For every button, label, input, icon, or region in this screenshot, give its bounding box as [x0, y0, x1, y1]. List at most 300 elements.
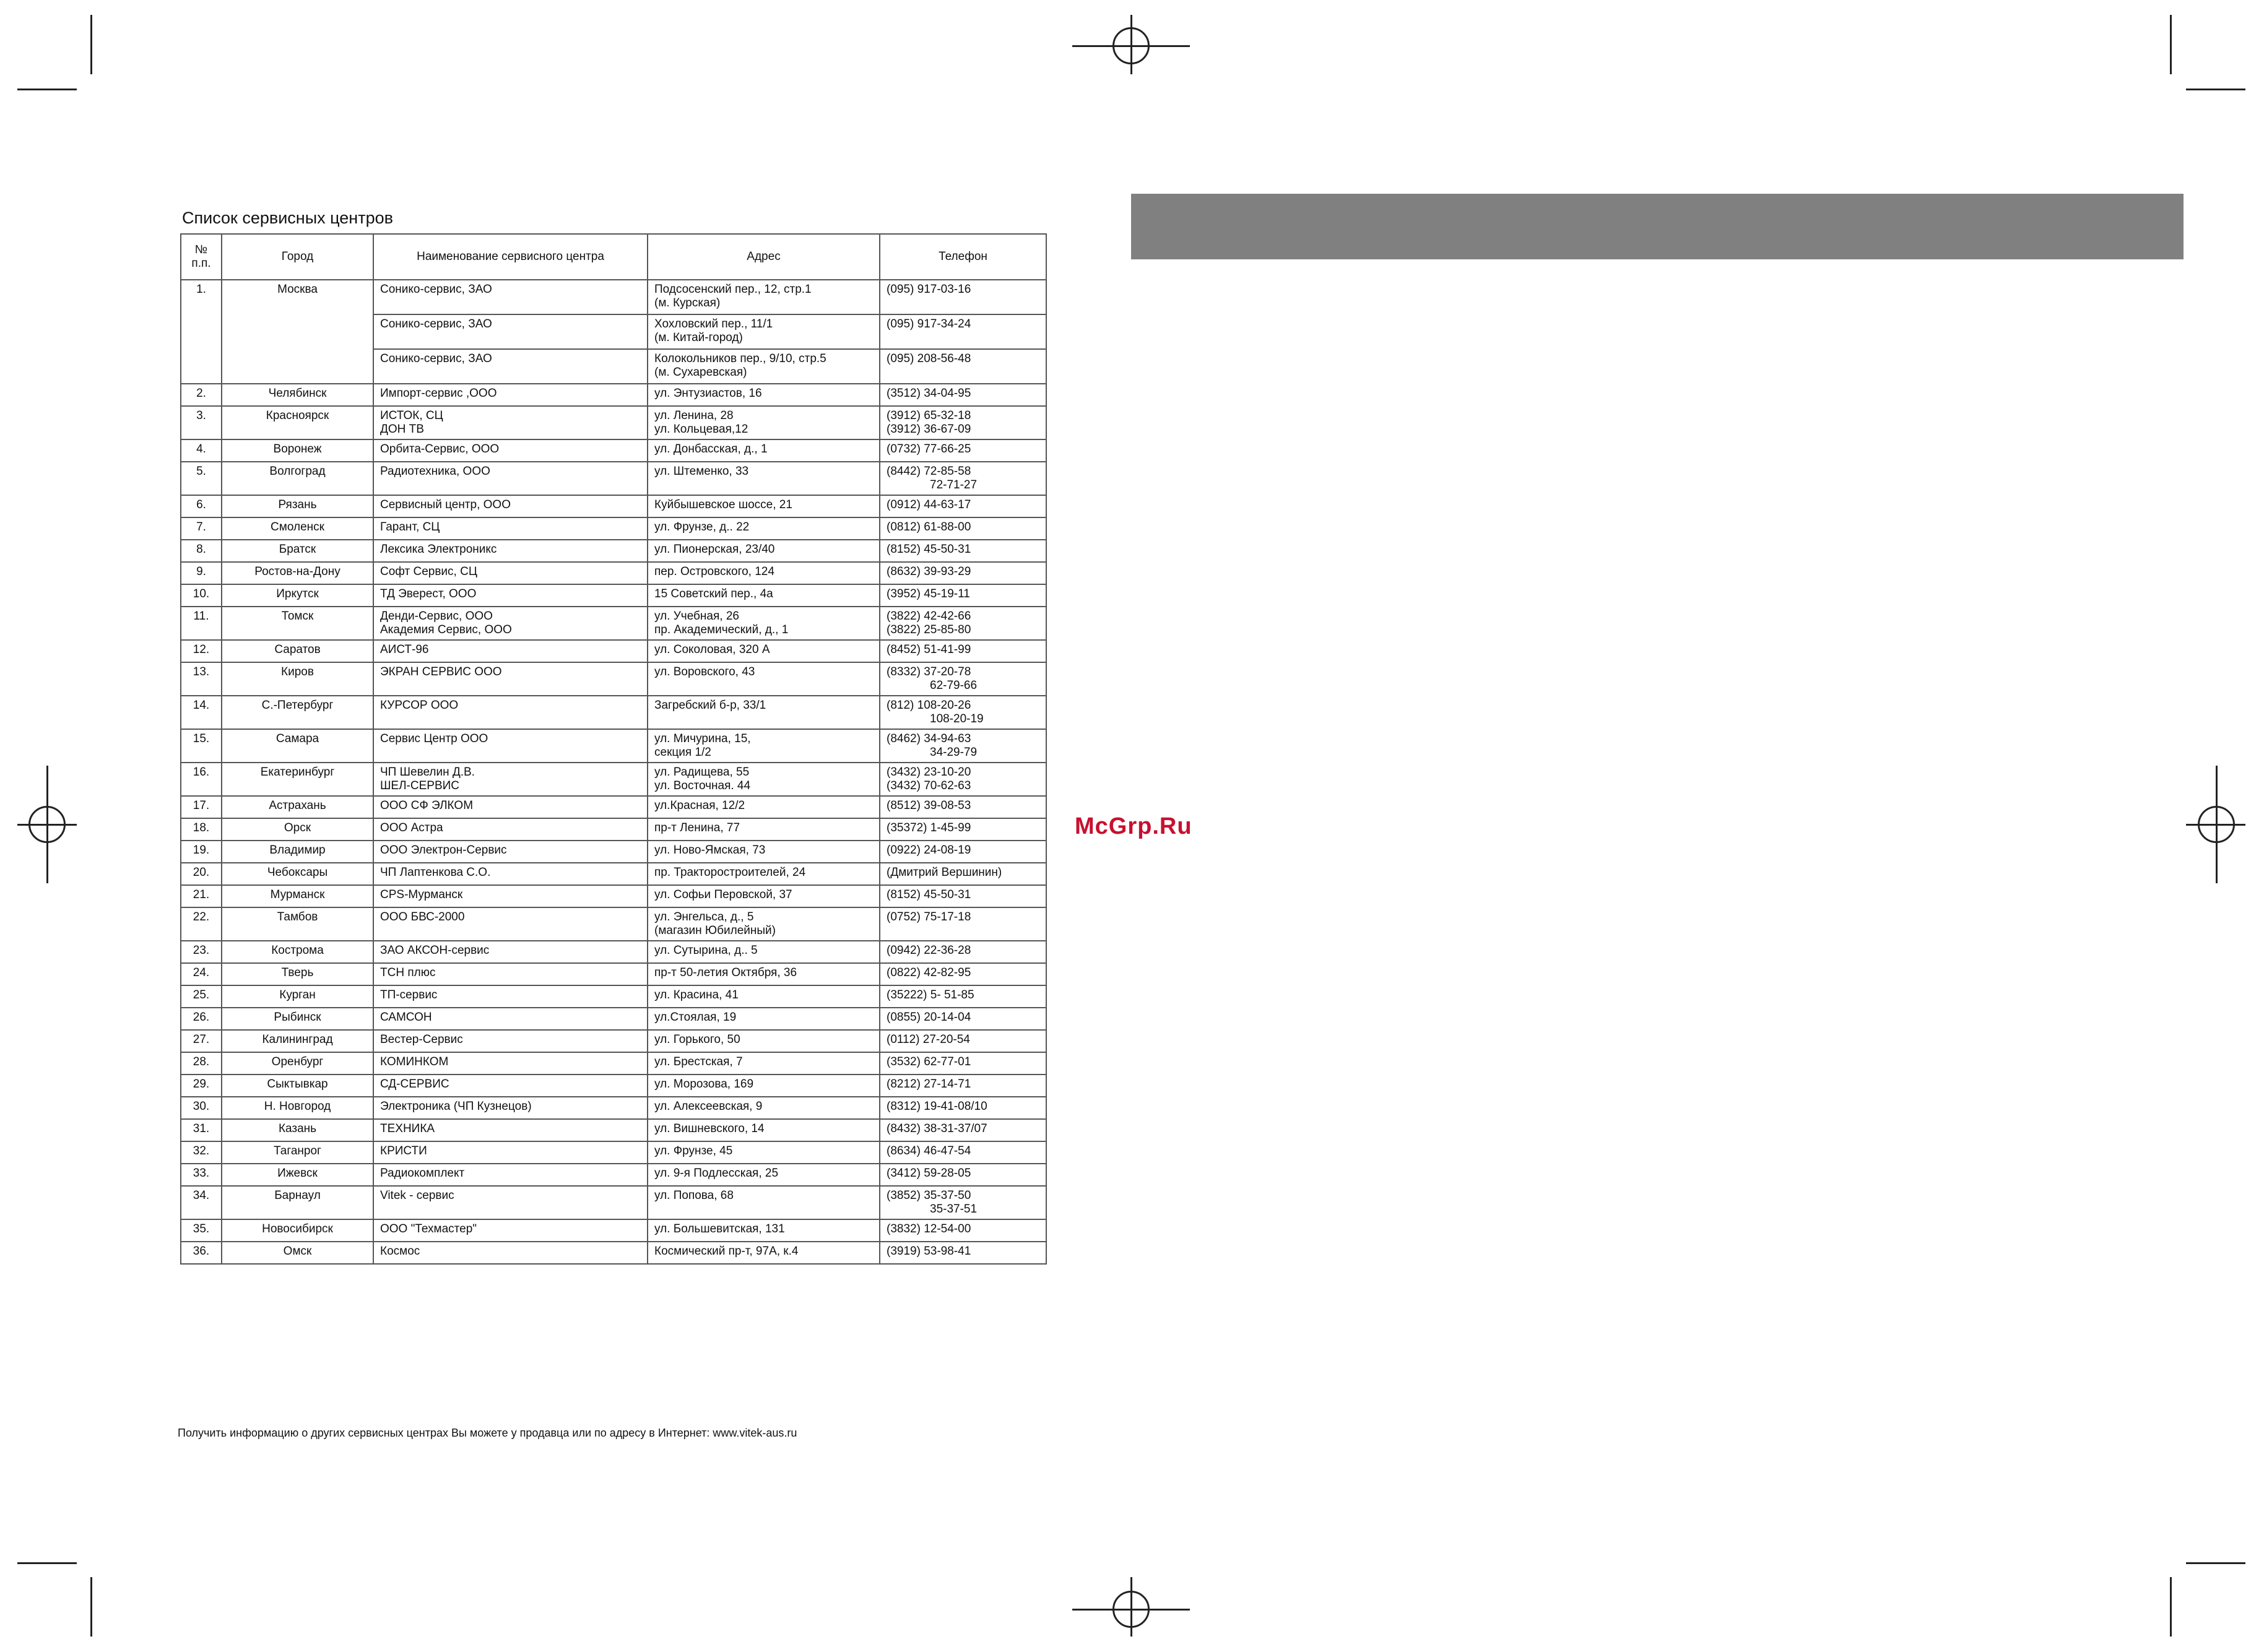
row-phone	[880, 1030, 1046, 1052]
row-city-text: Н. Новгород	[264, 1100, 331, 1113]
table-row	[181, 517, 1046, 540]
row-city-text: Волгоград	[269, 465, 326, 478]
row-city-text: Самара	[275, 732, 319, 745]
row-phone	[880, 1052, 1046, 1075]
row-number-text: 12.	[193, 643, 210, 656]
row-number-text: 11.	[193, 610, 209, 623]
row-address-text: ул. Ленина, 28	[654, 409, 734, 422]
row-name-text: Академия Сервис, ООО	[380, 623, 512, 636]
row-name	[373, 1075, 648, 1097]
row-address-text: ул. Алексеевская, 9	[654, 1100, 763, 1113]
row-number-text: 20.	[193, 866, 210, 879]
row-phone	[880, 562, 1046, 584]
row-address-text: (магазин Юбилейный)	[654, 924, 776, 937]
row-number-text: 6.	[196, 498, 206, 511]
row-number	[181, 818, 222, 841]
row-number	[181, 841, 222, 863]
row-city-text: С.-Петербург	[261, 699, 334, 712]
row-number-text: 31.	[193, 1122, 210, 1135]
footer-note: Получить информацию о других сервисных центрах Вы можете у продавца или по адресу в Интернет: www.vitek-aus.ru	[178, 1427, 797, 1439]
row-phone-text: (8332) 37-20-78	[887, 665, 971, 678]
row-name-text: Гарант, СЦ	[380, 521, 440, 534]
row-address-text: ул. Софьи Перовской, 37	[654, 888, 792, 901]
row-number-text: 33.	[193, 1167, 210, 1180]
row-phone-text: (8634) 46-47-54	[887, 1144, 971, 1157]
row-name-text: Сонико-сервис, ЗАО	[380, 283, 492, 296]
row-city	[222, 763, 373, 796]
row-phone	[880, 1164, 1046, 1186]
row-phone	[880, 1219, 1046, 1242]
row-city-text: Екатеринбург	[260, 766, 335, 779]
row-number-text: 16.	[193, 766, 210, 779]
row-phone-text: (8212) 27-14-71	[887, 1078, 971, 1091]
row-name-text: ИСТОК, СЦ	[380, 409, 443, 422]
row-number-text: 36.	[193, 1245, 210, 1258]
row-city	[222, 640, 373, 662]
row-number	[181, 384, 222, 406]
row-name	[373, 818, 648, 841]
row-phone	[880, 818, 1046, 841]
row-address	[648, 462, 880, 495]
row-phone	[880, 863, 1046, 885]
row-address	[648, 1075, 880, 1097]
row-address	[648, 729, 880, 763]
row-address-text: (м. Курская)	[654, 296, 721, 309]
row-number-text: 21.	[193, 888, 210, 901]
row-city-text: Челябинск	[268, 387, 327, 400]
row-city	[222, 517, 373, 540]
row-address-text: Хохловский пер., 11/1	[654, 318, 773, 331]
row-number	[181, 607, 222, 640]
row-name	[373, 1119, 648, 1141]
row-address	[648, 640, 880, 662]
row-number-text: 8.	[196, 543, 206, 556]
row-city	[222, 1242, 373, 1264]
row-city-text: Саратов	[274, 643, 321, 656]
row-city	[222, 907, 373, 941]
row-phone-text: (3912) 65-32-18	[887, 409, 971, 422]
row-address	[648, 562, 880, 584]
table-row	[181, 1097, 1046, 1119]
row-name-text: ТД Эверест, ООО	[380, 587, 477, 600]
row-name	[373, 662, 648, 696]
row-address	[648, 584, 880, 607]
row-number-text: 10.	[193, 587, 210, 600]
row-address-text: ул. Красина, 41	[654, 988, 739, 1001]
row-phone-text: (8152) 45-50-31	[887, 543, 971, 556]
row-phone-text: (8452) 51-41-99	[887, 643, 971, 656]
row-phone	[880, 607, 1046, 640]
row-phone	[880, 963, 1046, 985]
row-name-text: Лексика Электроникс	[380, 543, 497, 556]
row-address-text: ул. Ново-Ямская, 73	[654, 844, 766, 857]
row-name-text: Космос	[380, 1245, 420, 1258]
row-address	[648, 1164, 880, 1186]
row-address-text: ул. Горького, 50	[654, 1033, 740, 1046]
registration-crosshair	[46, 766, 48, 883]
row-number-text: 9.	[196, 565, 206, 578]
row-name	[373, 540, 648, 562]
row-address	[648, 985, 880, 1008]
row-address-text: ул. Энгельса, д., 5	[654, 910, 754, 923]
table-row	[181, 640, 1046, 662]
row-address-text: (м. Китай-город)	[654, 331, 743, 344]
row-number	[181, 963, 222, 985]
row-phone-text: (3952) 45-19-11	[887, 587, 970, 600]
row-number	[181, 640, 222, 662]
row-address-text: пр-т 50-летия Октября, 36	[654, 966, 797, 979]
row-name	[373, 349, 648, 384]
row-name-text: ТСН плюс	[380, 966, 436, 979]
row-phone-text: (8152) 45-50-31	[887, 888, 971, 901]
row-address-text: ул. Воровского, 43	[654, 665, 755, 678]
row-city	[222, 540, 373, 562]
crop-mark	[2186, 1562, 2245, 1564]
row-phone-text: (0912) 44-63-17	[887, 498, 971, 511]
row-phone	[880, 1008, 1046, 1030]
row-name	[373, 1164, 648, 1186]
row-city-text: Курган	[279, 988, 316, 1001]
row-name-text: ЗАО АКСОН-сервис	[380, 944, 490, 957]
row-name-text: ООО Астра	[380, 821, 443, 834]
row-address	[648, 763, 880, 796]
row-number-text: 27.	[193, 1033, 210, 1046]
row-number	[181, 1219, 222, 1242]
table-row	[181, 662, 1046, 696]
row-phone	[880, 349, 1046, 384]
row-city-text: Киров	[281, 665, 314, 678]
table-row	[181, 1030, 1046, 1052]
row-name	[373, 963, 648, 985]
table-row	[181, 540, 1046, 562]
row-city-text: Астрахань	[269, 799, 326, 812]
row-number	[181, 696, 222, 729]
row-phone	[880, 1097, 1046, 1119]
row-address-text: Подсосенский пер., 12, стр.1	[654, 283, 812, 296]
row-city-text: Новосибирск	[262, 1222, 333, 1235]
row-address-text: пр-т Ленина, 77	[654, 821, 740, 834]
table-row	[181, 696, 1046, 729]
crop-mark	[90, 1577, 92, 1637]
row-phone-text: (8442) 72-85-58	[887, 465, 971, 478]
row-name	[373, 841, 648, 863]
row-phone-text: 72-71-27	[930, 478, 978, 491]
table-row	[181, 763, 1046, 796]
table-row	[181, 907, 1046, 941]
row-city	[222, 796, 373, 818]
row-phone-text: (3919) 53-98-41	[887, 1245, 971, 1258]
row-name	[373, 584, 648, 607]
row-city-text: Воронеж	[273, 443, 322, 456]
table-row	[181, 729, 1046, 763]
row-city	[222, 562, 373, 584]
row-number	[181, 985, 222, 1008]
row-name	[373, 796, 648, 818]
row-city	[222, 495, 373, 517]
row-number-text: 7.	[196, 521, 206, 534]
table-row	[181, 384, 1046, 406]
row-number	[181, 495, 222, 517]
row-address	[648, 384, 880, 406]
row-name	[373, 562, 648, 584]
row-city	[222, 1119, 373, 1141]
row-name-text: КРИСТИ	[380, 1144, 427, 1157]
row-name	[373, 1030, 648, 1052]
row-address	[648, 280, 880, 314]
row-city-text: Братск	[279, 543, 316, 556]
row-phone-text: (0752) 75-17-18	[887, 910, 971, 923]
row-address	[648, 662, 880, 696]
row-number-text: 17.	[193, 799, 210, 812]
row-number	[181, 1186, 222, 1219]
table-row	[181, 439, 1046, 462]
crop-mark	[90, 15, 92, 74]
crop-mark	[2170, 1577, 2172, 1637]
row-name-text: Денди-Сервис, ООО	[380, 610, 493, 623]
row-name	[373, 1186, 648, 1219]
row-city	[222, 1075, 373, 1097]
row-city-text: Тверь	[281, 966, 314, 979]
row-address-text: ул. Донбасская, д., 1	[654, 443, 768, 456]
row-address-text: ул. Штеменко, 33	[654, 465, 749, 478]
row-number	[181, 1164, 222, 1186]
row-city	[222, 280, 373, 384]
row-address-text: ул. Радищева, 55	[654, 766, 750, 779]
crop-mark	[17, 1562, 77, 1564]
row-phone	[880, 763, 1046, 796]
row-phone-text: (3512) 34-04-95	[887, 387, 971, 400]
row-phone-text: (8512) 39-08-53	[887, 799, 971, 812]
row-phone-text: 34-29-79	[930, 746, 978, 759]
row-name	[373, 863, 648, 885]
row-address	[648, 1052, 880, 1075]
row-address-text: пер. Островского, 124	[654, 565, 774, 578]
table-row	[181, 963, 1046, 985]
row-address-text: ул. Морозова, 169	[654, 1078, 754, 1091]
table-row	[181, 1141, 1046, 1164]
row-name-text: ЧП Лаптенкова С.О.	[380, 866, 491, 879]
row-city-text: Оренбург	[271, 1055, 324, 1068]
table-row	[181, 1052, 1046, 1075]
row-phone-text: (3432) 23-10-20	[887, 766, 971, 779]
row-number-text: 2.	[196, 387, 206, 400]
row-name	[373, 885, 648, 907]
row-address	[648, 406, 880, 439]
row-number	[181, 406, 222, 439]
table-row	[181, 1119, 1046, 1141]
row-phone	[880, 640, 1046, 662]
row-city	[222, 863, 373, 885]
row-name-text: Импорт-сервис ,ООО	[380, 387, 497, 400]
table-row	[181, 1008, 1046, 1030]
row-phone	[880, 1119, 1046, 1141]
row-number-text: 26.	[193, 1011, 210, 1024]
row-name	[373, 607, 648, 640]
row-name-text: CPS-Мурманск	[380, 888, 463, 901]
row-address-text: ул. Попова, 68	[654, 1189, 734, 1202]
row-address-text: ул. Энтузиастов, 16	[654, 387, 762, 400]
row-address	[648, 1186, 880, 1219]
table-row	[181, 863, 1046, 885]
row-name	[373, 1219, 648, 1242]
row-phone	[880, 406, 1046, 439]
row-name	[373, 495, 648, 517]
table-row	[181, 495, 1046, 517]
row-number	[181, 796, 222, 818]
row-city	[222, 1097, 373, 1119]
row-phone-text: (3412) 59-28-05	[887, 1167, 971, 1180]
row-address-text: 15 Советский пер., 4а	[654, 587, 773, 600]
row-number	[181, 1008, 222, 1030]
row-address	[648, 818, 880, 841]
row-name-text: Сонико-сервис, ЗАО	[380, 318, 492, 331]
row-name	[373, 1008, 648, 1030]
row-address-text: пр. Академический, д., 1	[654, 623, 789, 636]
row-address	[648, 907, 880, 941]
table-row	[181, 885, 1046, 907]
row-city-text: Омск	[283, 1245, 312, 1258]
row-name-text: Радиотехника, ООО	[380, 465, 490, 478]
row-city	[222, 1141, 373, 1164]
row-city-text: Калининград	[262, 1033, 333, 1046]
row-name-text: Радиокомплект	[380, 1167, 465, 1180]
row-name-text: ЧП Шевелин Д.В.	[380, 766, 475, 779]
row-name-text: ТЕХНИКА	[380, 1122, 435, 1135]
row-phone	[880, 1075, 1046, 1097]
row-city	[222, 1052, 373, 1075]
row-number	[181, 863, 222, 885]
row-address	[648, 963, 880, 985]
crop-mark	[17, 89, 77, 90]
row-number	[181, 584, 222, 607]
row-phone	[880, 495, 1046, 517]
row-city	[222, 729, 373, 763]
table-row	[181, 1164, 1046, 1186]
row-address-text: ул. Соколовая, 320 А	[654, 643, 770, 656]
table-row	[181, 280, 1046, 314]
row-number	[181, 1097, 222, 1119]
row-address	[648, 1119, 880, 1141]
row-number-text: 29.	[193, 1078, 210, 1091]
header-name: Наименование сервисного центра	[373, 234, 648, 280]
table-row	[181, 406, 1046, 439]
row-name-text: ООО Электрон-Сервис	[380, 844, 507, 857]
row-name-text: ЭКРАН СЕРВИС ООО	[380, 665, 502, 678]
row-name-text: Орбита-Сервис, ООО	[380, 443, 500, 456]
row-phone	[880, 1186, 1046, 1219]
row-phone-text: (095) 208-56-48	[887, 352, 971, 365]
row-phone-text: (095) 917-03-16	[887, 283, 971, 296]
row-phone-text: (0822) 42-82-95	[887, 966, 971, 979]
row-phone-text: (8462) 34-94-63	[887, 732, 971, 745]
row-address	[648, 1242, 880, 1264]
row-number-text: 30.	[193, 1100, 210, 1113]
row-city-text: Сыктывкар	[267, 1078, 328, 1091]
row-city	[222, 885, 373, 907]
row-number	[181, 280, 222, 384]
row-phone-text: (35222) 5- 51-85	[887, 988, 974, 1001]
row-address-text: пр. Тракторостроителей, 24	[654, 866, 806, 879]
row-phone-text: (095) 917-34-24	[887, 318, 971, 331]
row-name-text: АИСТ-96	[380, 643, 429, 656]
registration-crosshair	[1130, 1577, 1132, 1637]
row-address	[648, 607, 880, 640]
table-row	[181, 562, 1046, 584]
row-phone-text: (8432) 38-31-37/07	[887, 1122, 987, 1135]
row-number	[181, 763, 222, 796]
row-name-text: Vitek - сервис	[380, 1189, 454, 1202]
table-row	[181, 462, 1046, 495]
row-phone-text: (3832) 12-54-00	[887, 1222, 971, 1235]
row-city	[222, 941, 373, 963]
row-address-text: Куйбышевское шоссе, 21	[654, 498, 792, 511]
row-name	[373, 280, 648, 314]
row-phone-text: (0732) 77-66-25	[887, 443, 971, 456]
row-city-text: Кострома	[271, 944, 324, 957]
table-row	[181, 796, 1046, 818]
row-address-text: Космический пр-т, 97А, к.4	[654, 1245, 799, 1258]
row-number	[181, 1141, 222, 1164]
row-name-text: Вестер-Сервис	[380, 1033, 463, 1046]
table-row	[181, 584, 1046, 607]
row-address-text: ул. Брестская, 7	[654, 1055, 743, 1068]
row-name	[373, 985, 648, 1008]
row-city-text: Смоленск	[271, 521, 324, 534]
row-phone	[880, 280, 1046, 314]
row-city	[222, 841, 373, 863]
row-phone	[880, 1242, 1046, 1264]
row-phone	[880, 584, 1046, 607]
table-row	[181, 1075, 1046, 1097]
table-header-row	[181, 234, 1046, 280]
row-city-text: Орск	[284, 821, 311, 834]
row-number	[181, 662, 222, 696]
row-number-text: 24.	[193, 966, 210, 979]
row-name	[373, 1052, 648, 1075]
row-number	[181, 885, 222, 907]
row-name-text: ООО "Техмастер"	[380, 1222, 477, 1235]
row-address-text: ул. Фрунзе, 45	[654, 1144, 733, 1157]
row-city-text: Красноярск	[266, 409, 329, 422]
row-name	[373, 1242, 648, 1264]
header-address: Адрес	[648, 234, 880, 280]
row-city-text: Москва	[277, 283, 318, 296]
row-phone	[880, 1141, 1046, 1164]
row-number-text: 3.	[196, 409, 206, 422]
row-city-text: Таганрог	[274, 1144, 321, 1157]
row-city	[222, 1219, 373, 1242]
row-name-text: САМСОН	[380, 1011, 432, 1024]
table-row	[181, 607, 1046, 640]
row-address-text: Колокольников пер., 9/10, стр.5	[654, 352, 826, 365]
row-phone-text: (3852) 35-37-50	[887, 1189, 971, 1202]
row-address	[648, 885, 880, 907]
row-city	[222, 1030, 373, 1052]
row-phone-text: (Дмитрий Вершинин)	[887, 866, 1002, 879]
row-city	[222, 1008, 373, 1030]
row-city-text: Томск	[281, 610, 314, 623]
row-name-text: Софт Сервис, СЦ	[380, 565, 477, 578]
row-name	[373, 1141, 648, 1164]
header-city: Город	[222, 234, 373, 280]
row-name-text: Электроника (ЧП Кузнецов)	[380, 1100, 532, 1113]
row-name-text: Сервис Центр ООО	[380, 732, 488, 745]
row-name	[373, 384, 648, 406]
row-address	[648, 1097, 880, 1119]
row-name	[373, 763, 648, 796]
row-phone-text: (3822) 25-85-80	[887, 623, 971, 636]
row-phone	[880, 941, 1046, 963]
